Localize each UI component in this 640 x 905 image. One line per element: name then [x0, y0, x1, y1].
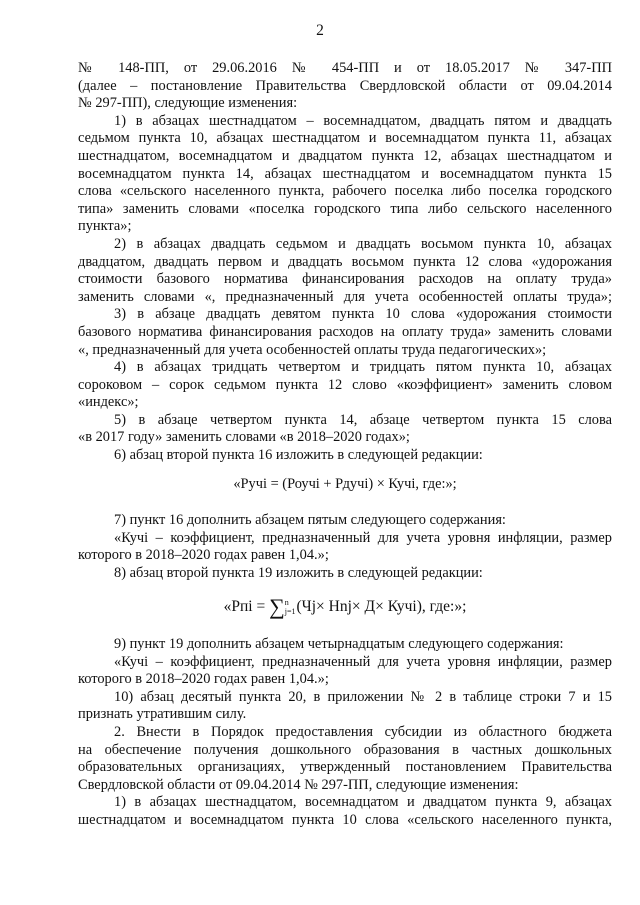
text-line: «индекс»;: [78, 394, 139, 411]
text-line: 4) в абзацах тридцать четвертом и тридцать пятом пункта 10, абзацах: [114, 359, 612, 376]
text-line: «Кучi – коэффициент, предназначенный для учета уровня инфляции, размер: [114, 653, 612, 670]
formula-suffix: , где:»;: [421, 597, 467, 615]
formula-ruchi: «Ручi = (Роучi + Рдучi) × Кучi, где:»;: [233, 475, 457, 492]
text-line: 2) в абзацах двадцать седьмом и двадцать восьмом пункта 10, абзацах: [114, 235, 612, 252]
sum-sign: ∑: [269, 593, 285, 619]
text-line: 3) в абзаце двадцать девятом пункта 10 слова «удорожания стоимости: [114, 306, 612, 323]
paragraph-block-2: [78, 512, 612, 582]
page-number: 2: [316, 22, 324, 39]
text-line: 1) в абзацах шестнадцатом – восемнадцатом, двадцать пятом и двадцать: [114, 112, 612, 129]
text-line: № 297-ПП), следующие изменения:: [78, 95, 298, 112]
text-line: 10) абзац десятый пункта 20, в приложении № 2 в таблице строки 7 и 15: [114, 688, 612, 705]
text-line: 7) пункт 16 дополнить абзацем пятым следующего содержания:: [114, 512, 506, 529]
text-line: «в 2017 году» заменить словами «в 2018–2020 годах»;: [78, 429, 410, 446]
text-line: стоимости базового норматива финансирования расходов на оплату труда»: [78, 271, 612, 288]
formula-rpi: [78, 593, 612, 619]
text-line: пункта»;: [78, 218, 132, 235]
text-line: 1) в абзацах шестнадцатом, восемнадцатом и двадцатом пункта 9, абзацах: [114, 794, 612, 811]
sum-limits: [285, 598, 296, 616]
text-line: 8) абзац второй пункта 19 изложить в следующей редакции:: [114, 565, 483, 582]
text-line: № 148-ПП, от 29.06.2016 № 454-ПП и от 18.05.2017 № 347-ПП: [78, 60, 612, 76]
text-line: слова «сельского населенного пункта, рабочего поселка либо поселка городского: [78, 183, 612, 200]
text-line: шестнадцатом, восемнадцатом и двадцатом пункта 12, абзацах шестнадцатом и: [78, 147, 612, 164]
text-line: признать утратившим силу.: [78, 706, 247, 723]
sum-upper: n: [284, 598, 289, 608]
formula-body: (Чj× Нnj× Д× Кучi): [296, 597, 422, 615]
text-line: шестнадцатом и восемнадцатом пункта 10 слова «сельского населенного пункта,: [78, 812, 612, 828]
text-line: типа» заменить словами «поселка городского типа либо сельского населенного: [78, 200, 612, 217]
text-line: которого в 2018–2020 годах равен 1,04.»;: [78, 547, 329, 564]
text-line: восемнадцатом пункта 14, абзацах шестнадцатом и восемнадцатом пункта 15: [78, 165, 612, 182]
text-line: двадцатом, двадцать первом и двадцать восьмом пункта 12 слова «удорожания: [78, 253, 612, 270]
text-line: 6) абзац второй пункта 16 изложить в следующей редакции:: [114, 447, 483, 464]
paragraph-block-1: [78, 60, 612, 465]
text-line: заменить словами «, предназначенный для учета особенностей оплаты труда»;: [78, 288, 612, 305]
text-line: (далее – постановление Правительства Свердловской области от 09.04.2014: [78, 77, 612, 94]
document-body: [78, 60, 612, 830]
text-line: 5) в абзаце четвертом пункта 14, абзаце четвертом пункта 15 слова: [114, 411, 612, 428]
text-line: которого в 2018–2020 годах равен 1,04.»;: [78, 671, 329, 688]
text-line: «, предназначенный для учета особенностей оплаты труда педагогических»;: [78, 341, 547, 358]
text-line: на обеспечение получения дошкольного образования в частных дошкольных: [78, 741, 612, 758]
text-line: 2. Внести в Порядок предоставления субсидии из областного бюджета: [114, 724, 612, 741]
text-line: образовательных организациях, утвержденный постановлением Правительства: [78, 759, 612, 776]
text-line: 9) пункт 19 дополнить абзацем четырнадцатым следующего содержания:: [114, 636, 564, 653]
paragraph-block-3: [78, 636, 612, 830]
text-line: седьмом пункта 10, абзацах шестнадцатом и восемнадцатом пункта 11, абзацах: [78, 130, 612, 147]
text-line: Свердловской области от 09.04.2014 № 297-ПП, следующие изменения:: [78, 776, 519, 793]
text-line: «Кучi – коэффициент, предназначенный для учета уровня инфляции, размер: [114, 529, 612, 546]
text-line: сороковом – сорок седьмом пункта 12 слово «коэффициент» заменить словом: [78, 376, 612, 393]
text-line: базового норматива финансирования расходов на оплату труда» заменить словами: [78, 323, 612, 340]
formula-prefix: «Рпi =: [223, 597, 270, 615]
sum-lower: j=1: [284, 607, 296, 617]
